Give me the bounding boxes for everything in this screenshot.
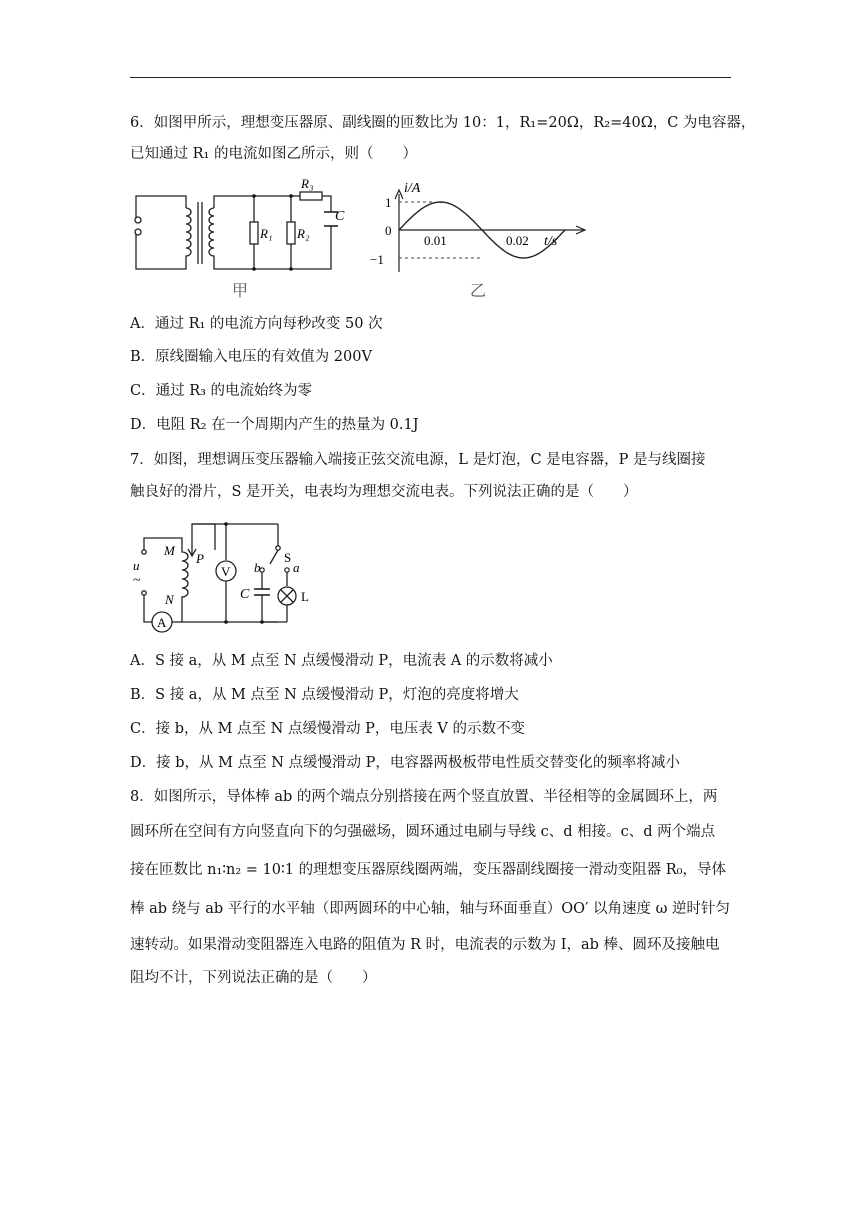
q8-line5: 速转动。如果滑动变阻器连入电路的阻值为 R 时，电流表的示数为 I，ab 棒、圆环及接触电 [130, 937, 720, 953]
label-r1: R₁ [260, 226, 273, 241]
terminal-bottom [135, 229, 141, 235]
caption-yi: 乙 [470, 283, 487, 300]
label-l: L [301, 589, 309, 604]
q6-stem-line1: 6．如图甲所示，理想变压器原、副线圈的匝数比为 10：1，R₁=20Ω，R₂=40Ω，C 为电容器， [130, 115, 756, 131]
r1-resistor [250, 222, 258, 244]
primary-bottom-wire [136, 234, 186, 269]
label-r3: R₃ [301, 176, 314, 191]
q7-figure [128, 516, 318, 640]
q8-line3: 接在匝数比 n₁∶n₂ = 10∶1 的理想变压器原线圈两端，变压器副线圈接一滑动变阻器 R₀，导体 [130, 862, 726, 878]
header-rule [130, 77, 731, 78]
label-y-axis: i/A [404, 181, 421, 196]
r2-resistor [287, 222, 295, 244]
label-ammeter: A [157, 615, 167, 630]
q7-stem-line1: 7．如图，理想调压变压器输入端接正弦交流电源，L 是灯泡，C 是电容器，P 是与线圈接 [130, 452, 706, 468]
label-x-axis: t/s [544, 234, 558, 249]
primary-coil [186, 208, 191, 258]
label-p: P [196, 551, 204, 566]
q6-option-a: A．通过 R₁ 的电流方向每秒改变 50 次 [130, 316, 383, 332]
q7-stem-line2: 触良好的滑片，S 是开关，电表均为理想交流电表。下列说法正确的是（ ） [130, 484, 638, 500]
autotransformer-coil [182, 542, 188, 622]
q7-option-a: A．S 接 a，从 M 点至 N 点缓慢滑动 P，电流表 A 的示数将减小 [130, 653, 553, 669]
label-m: M [164, 543, 175, 558]
tick-y-bottom: −1 [370, 252, 384, 267]
tick-y-zero: 0 [385, 223, 392, 238]
tick-x-1: 0.01 [424, 233, 447, 248]
switch-blade [270, 550, 278, 564]
input-bottom-wire [144, 595, 152, 622]
label-u: u [133, 558, 140, 573]
q6-stem-line2: 已知通过 R₁ 的电流如图乙所示，则（ ） [130, 146, 417, 162]
transformer-circuit-diagram [128, 172, 350, 300]
q7-option-d: D．接 b，从 M 点至 N 点缓慢滑动 P，电容器两极板带电性质交替变化的频率将减小 [130, 755, 680, 771]
tick-x-2: 0.02 [506, 233, 529, 248]
q7-option-c: C．接 b，从 M 点至 N 点缓慢滑动 P，电压表 V 的示数不变 [130, 721, 526, 737]
tick-y-top: 1 [385, 195, 392, 210]
label-r2: R₂ [297, 226, 310, 241]
label-c: C [240, 587, 250, 602]
input-top-wire [144, 538, 182, 550]
q6-option-b: B．原线圈输入电压的有效值为 200V [130, 349, 372, 365]
caption-jia: 甲 [232, 283, 249, 300]
q6-option-d: D．电阻 R₂ 在一个周期内产生的热量为 0.1J [130, 417, 419, 433]
secondary-coil [209, 208, 214, 258]
q8-line4: 棒 ab 绕与 ab 平行的水平轴（即两圆环的中心轴，轴与环面垂直）OO′ 以角速度 ω 逆时针匀 [130, 901, 731, 917]
label-b: b [254, 560, 261, 575]
label-ac: ~ [133, 573, 141, 588]
autotransformer-circuit-diagram [128, 516, 318, 640]
secondary-bottom-wire [214, 226, 331, 269]
q7-option-b: B．S 接 a，从 M 点至 N 点缓慢滑动 P，灯泡的亮度将增大 [130, 687, 519, 703]
q8-line6: 阻均不计，下列说法正确的是（ ） [130, 970, 377, 986]
label-voltmeter: V [221, 564, 231, 579]
q6-figure-yi [366, 172, 592, 300]
q8-line1: 8．如图所示，导体棒 ab 的两个端点分别搭接在两个竖直放置、半径相等的金属圆环上，两 [130, 789, 718, 805]
q6-option-c: C．通过 R₃ 的电流始终为零 [130, 383, 313, 399]
q8-line2: 圆环所在空间有方向竖直向下的匀强磁场，圆环通过电刷与导线 c、d 相接。c、d 两个端点 [130, 824, 716, 840]
primary-top-wire [136, 196, 186, 218]
label-n: N [165, 592, 174, 607]
label-s: S [284, 550, 292, 565]
label-c: C [335, 209, 345, 224]
q6-figure-jia [128, 172, 350, 300]
current-time-graph [366, 172, 592, 300]
r3-resistor [300, 192, 322, 200]
terminal-top [135, 217, 141, 223]
label-a: a [293, 560, 300, 575]
